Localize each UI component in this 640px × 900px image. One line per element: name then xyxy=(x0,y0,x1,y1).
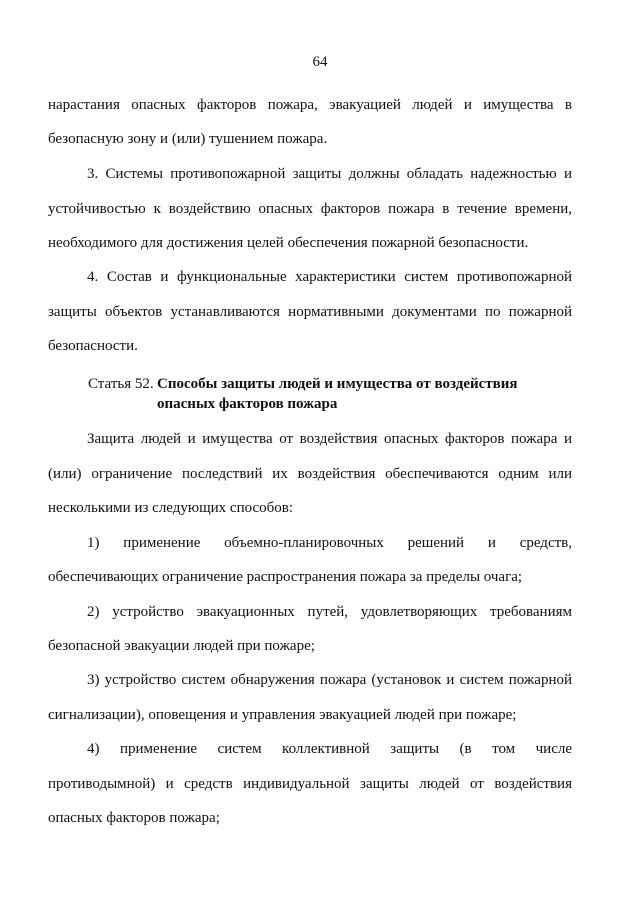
list-item-line: 3) устройство систем обнаружения пожара (установок и систем пожарной xyxy=(87,672,572,688)
article-label: Статья 52. xyxy=(88,376,154,392)
list-item-line: 4) применение систем коллективной защиты (в том числе xyxy=(87,741,572,757)
article-title-line: опасных факторов пожара xyxy=(157,396,338,412)
paragraph-line: нарастания опасных факторов пожара, эвакуацией людей и имущества в xyxy=(48,97,572,113)
page-number: 64 xyxy=(312,54,328,70)
paragraph-line: 3. Системы противопожарной защиты должны обладать надежностью и xyxy=(87,166,572,182)
list-item-line: обеспечивающих ограничение распространения пожара за пределы очага; xyxy=(48,569,523,585)
paragraph-line: Защита людей и имущества от воздействия опасных факторов пожара и xyxy=(87,431,572,447)
list-item-line: 2) устройство эвакуационных путей, удовлетворяющих требованиям xyxy=(87,604,572,620)
list-item-line: противодымной) и средств индивидуальной защиты людей от воздействия xyxy=(48,776,572,792)
list-item-line: сигнализации), оповещения и управления эвакуацией людей при пожаре; xyxy=(48,707,517,723)
list-item-line: 1) применение объемно-планировочных решений и средств, xyxy=(87,535,572,551)
paragraph-line: безопасности. xyxy=(48,338,138,354)
paragraph-line: необходимого для достижения целей обеспечения пожарной безопасности. xyxy=(48,235,529,251)
paragraph-line: защиты объектов устанавливаются нормативными документами по пожарной xyxy=(48,304,572,320)
list-item-line: опасных факторов пожара; xyxy=(48,810,220,826)
paragraph-line: безопасную зону и (или) тушением пожара. xyxy=(48,131,328,147)
paragraph-line: несколькими из следующих способов: xyxy=(48,500,294,516)
paragraph-line: 4. Состав и функциональные характеристики систем противопожарной xyxy=(87,269,572,285)
article-title-line: Способы защиты людей и имущества от воздействия xyxy=(157,376,518,392)
paragraph-line: устойчивостью к воздействию опасных факторов пожара в течение времени, xyxy=(48,201,572,217)
paragraph-line: (или) ограничение последствий их воздействия обеспечиваются одним или xyxy=(48,466,572,482)
list-item-line: безопасной эвакуации людей при пожаре; xyxy=(48,638,315,654)
